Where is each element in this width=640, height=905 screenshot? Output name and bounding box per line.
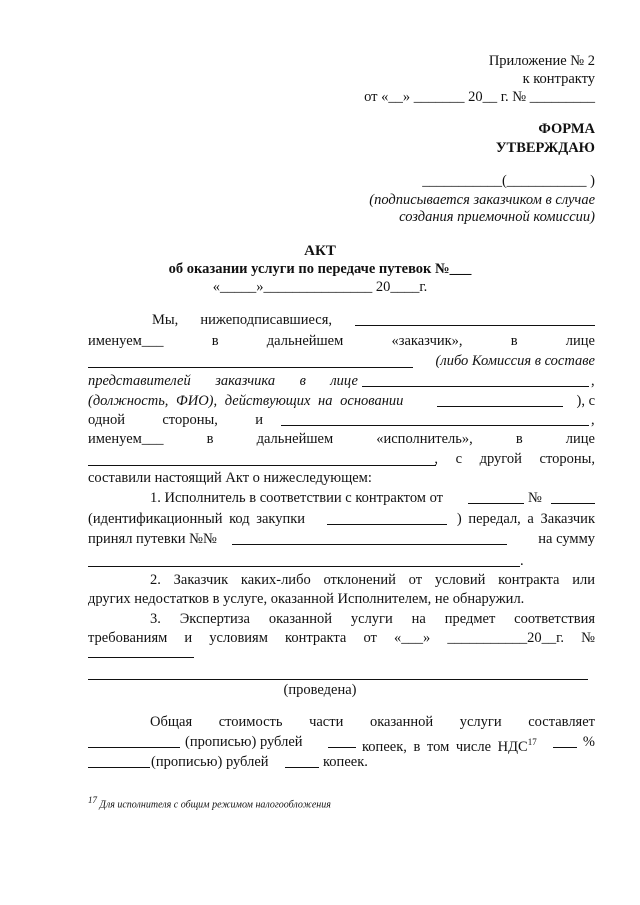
word: нижеподписавшиеся,	[200, 312, 332, 328]
word: оказанной	[369, 714, 434, 730]
word: именуем___	[88, 431, 164, 447]
word: в	[299, 373, 306, 389]
item1-transferred: ) передал, а Заказчик	[456, 511, 595, 527]
word: оказанной	[268, 611, 333, 627]
conducted-label: (проведена)	[283, 682, 357, 698]
item3-line-1	[150, 610, 595, 628]
word: представителей	[88, 373, 191, 389]
cost-kopecks-2: копеек.	[323, 754, 368, 770]
footnote-ref: 17	[527, 737, 537, 747]
word: дальнейшем	[256, 431, 334, 447]
commission-note: (либо Комиссия в составе	[435, 353, 595, 369]
footnote-text: Для исполнителя с общим режимом налогообложения	[99, 799, 331, 811]
word: от	[363, 630, 377, 646]
word: в	[211, 333, 219, 349]
word: в	[206, 431, 214, 447]
approve-label: УТВЕРЖДАЮ	[495, 140, 595, 156]
approval-note-1: (подписывается заказчиком в случае	[369, 192, 595, 208]
item2-text-2: других недостатков в услуге, оказанной Исполнителем, не обнаружил.	[88, 591, 525, 607]
other-side: , с другой стороны,	[434, 451, 595, 467]
word: одной	[88, 412, 125, 428]
fill-line	[88, 679, 588, 680]
word: соответствия	[514, 611, 595, 627]
item3-line-2	[88, 629, 595, 647]
fill-line	[88, 566, 520, 567]
act-title: АКТ	[304, 243, 336, 259]
fill-line	[88, 657, 194, 658]
word: требованиям	[88, 630, 168, 646]
fill-line	[88, 747, 180, 748]
fill-line	[281, 425, 589, 426]
word: контракта	[285, 630, 347, 646]
footnote	[88, 795, 331, 810]
word: «исполнитель»,	[376, 431, 473, 447]
cost-words-rubles-2: (прописью) рублей	[151, 754, 269, 770]
compiled-statement: составили настоящий Акт о нижеследующем:	[88, 470, 372, 486]
basis-line-end: ), с	[576, 393, 595, 409]
fill-line	[355, 325, 595, 326]
signature-line: ___________(___________ )	[422, 173, 595, 189]
word: условиям	[209, 630, 268, 646]
item1-text: 1. Исполнитель в соответствии с контрактом от	[150, 490, 444, 506]
word: предмет	[444, 611, 496, 627]
item1-sum: на сумму	[538, 531, 595, 547]
parties-intro	[152, 311, 332, 329]
word: части	[309, 714, 344, 730]
word: дальнейшем	[266, 333, 344, 349]
executor-named-line	[88, 430, 595, 448]
one-side-line	[88, 411, 263, 429]
word: именуем___	[88, 333, 164, 349]
word: услуги	[350, 611, 393, 627]
fill-line	[327, 524, 447, 525]
fill-line	[88, 767, 150, 768]
word: услуги	[459, 714, 502, 730]
word: Мы,	[152, 312, 179, 328]
word: и	[184, 630, 193, 646]
fill-line	[362, 386, 589, 387]
act-subtitle: об оказании услуги по передаче путевок №___	[168, 261, 472, 277]
fill-line	[88, 465, 436, 466]
comma: ,	[591, 373, 595, 389]
item2-text-1: 2. Заказчик каких-либо отклонений от условий контракта или	[150, 572, 595, 588]
word: ___________20__г.	[447, 630, 565, 646]
word: лице	[565, 431, 595, 447]
word: «___»	[393, 630, 431, 646]
appendix-number: Приложение № 2	[488, 53, 595, 69]
word: стороны,	[162, 412, 218, 428]
approval-note-2: создания приемочной комиссии)	[399, 209, 595, 225]
percent-sign: %	[582, 734, 595, 750]
act-date: «_____»_______________ 20____г.	[212, 279, 428, 295]
customer-named-line	[88, 332, 595, 350]
word: в	[515, 431, 523, 447]
word: «заказчик»,	[391, 333, 463, 349]
basis-line: (должность, ФИО), действующих на основании	[88, 393, 404, 409]
word: в	[510, 333, 518, 349]
representatives-line	[88, 372, 358, 390]
cost-words-rubles: (прописью) рублей	[185, 734, 303, 750]
fill-line	[468, 503, 524, 504]
fill-line	[328, 747, 356, 748]
item1-vouchers: принял путевки №№	[88, 531, 217, 547]
form-label: ФОРМА	[538, 121, 595, 137]
word: №	[581, 630, 595, 646]
word: и	[255, 412, 263, 428]
word: на	[411, 611, 426, 627]
cost-kopecks-vat	[362, 733, 537, 756]
contract-date-line: от «__» _______ 20__ г. № _________	[364, 89, 595, 105]
cost-line-1	[150, 713, 595, 731]
fill-line	[553, 747, 577, 748]
fill-line	[437, 406, 563, 407]
word: Общая	[150, 714, 193, 730]
fill-line	[88, 367, 413, 368]
item1-number-sign: №	[528, 490, 542, 506]
word: составляет	[528, 714, 595, 730]
item1-procurement-code: (идентификационный код закупки	[88, 511, 306, 527]
footnote-mark: 17	[88, 795, 97, 805]
vat-text: копеек, в том числе НДС	[362, 738, 528, 755]
word: лице	[330, 373, 358, 389]
word: 3.	[150, 611, 161, 627]
fill-line	[285, 767, 319, 768]
fill-line	[551, 503, 595, 504]
contract-reference: к контракту	[522, 71, 595, 87]
fill-line	[232, 544, 507, 545]
comma: ,	[591, 412, 595, 428]
word: стоимость	[218, 714, 283, 730]
word: заказчика	[215, 373, 276, 389]
period: .	[520, 553, 524, 569]
word: Экспертиза	[179, 611, 250, 627]
word: лице	[565, 333, 595, 349]
